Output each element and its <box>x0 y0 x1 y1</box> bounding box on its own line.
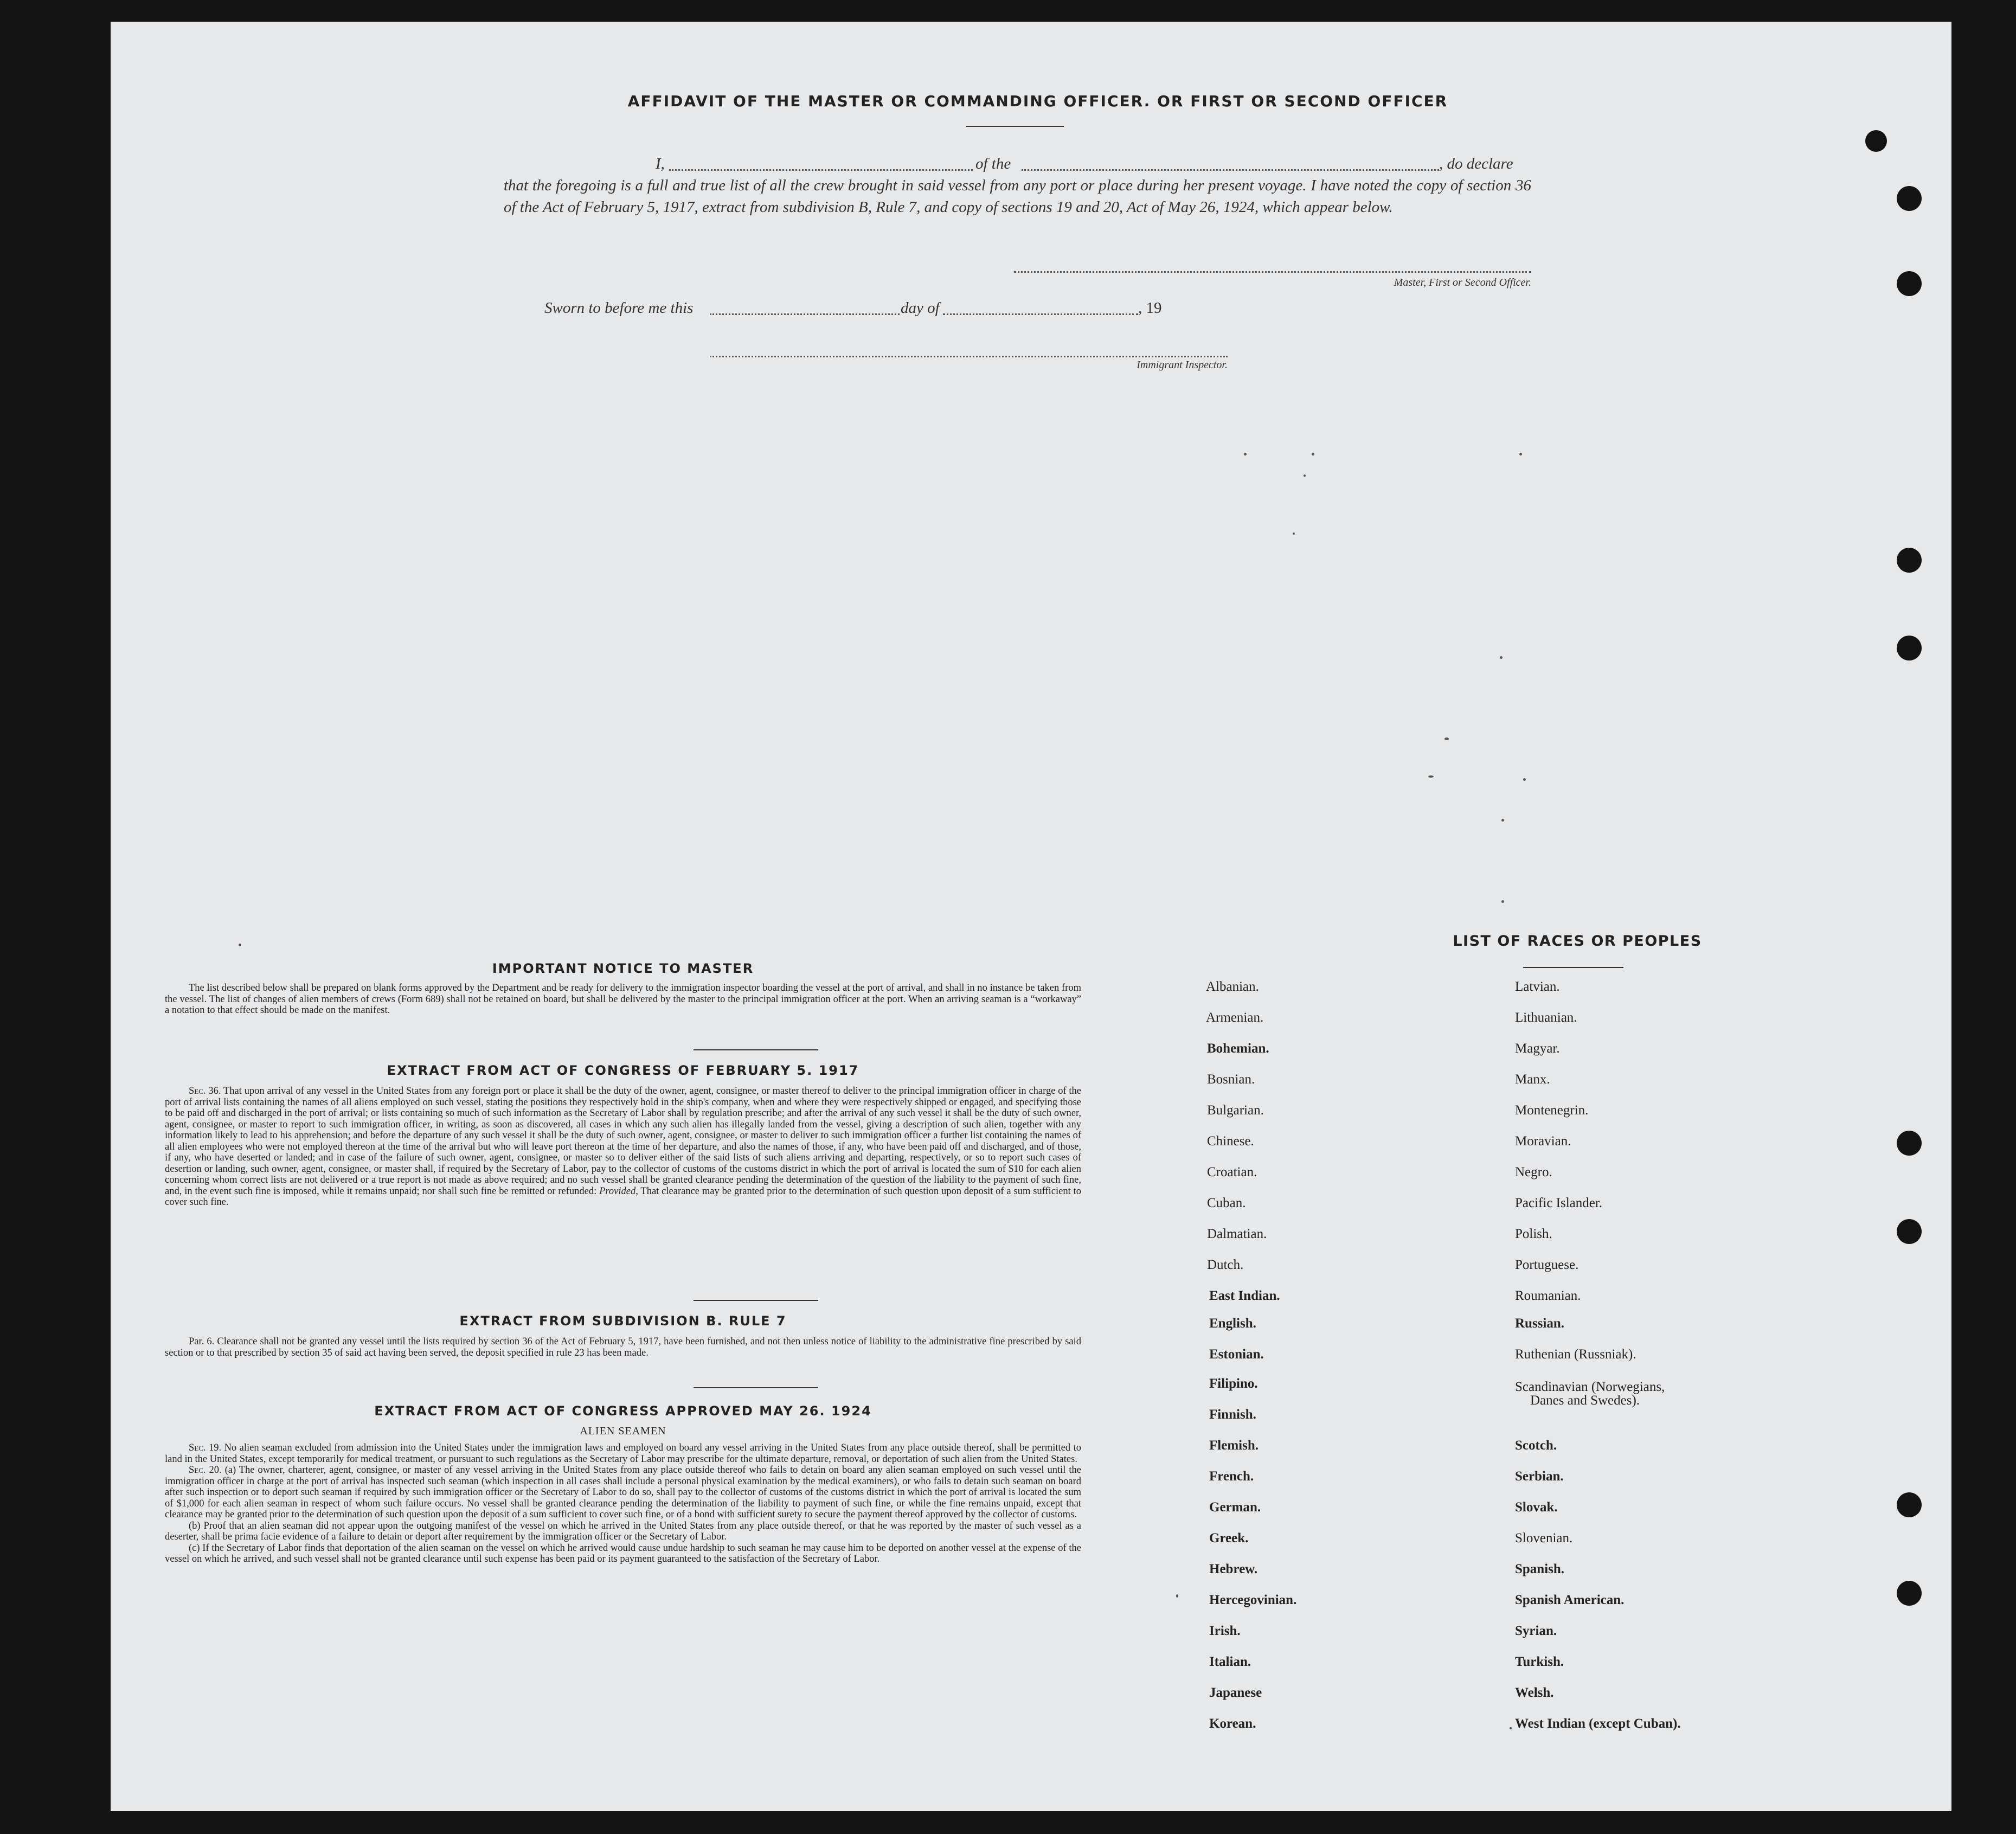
punch-hole <box>1897 271 1922 296</box>
punch-hole <box>1897 186 1922 211</box>
race-item: Montenegrin. <box>1515 1103 1589 1118</box>
sec-label: Sec. 36. <box>189 1086 221 1096</box>
race-item: Polish. <box>1515 1227 1552 1241</box>
sec-label: Sec. 19. <box>189 1442 222 1453</box>
punch-hole <box>1897 1492 1922 1517</box>
sworn-text: Sworn to before me this <box>544 299 694 317</box>
race-item: Bosnian. <box>1207 1072 1255 1087</box>
race-item: Dalmatian. <box>1207 1227 1267 1241</box>
race-item: Bulgarian. <box>1207 1103 1264 1118</box>
race-item: Lithuanian. <box>1515 1010 1577 1025</box>
notice-title: IMPORTANT NOTICE TO MASTER <box>492 961 754 976</box>
affidavit-title: AFFIDAVIT OF THE MASTER OR COMMANDING OFFICER. OR FIRST OR SECOND OFFICER <box>627 92 1448 110</box>
inspector-caption: Immigrant Inspector. <box>1137 359 1228 371</box>
race-item: Ruthenian (Russniak). <box>1515 1347 1636 1362</box>
race-item: Dutch. <box>1207 1258 1244 1272</box>
divider <box>966 126 1064 127</box>
race-item: Cuban. <box>1207 1196 1246 1210</box>
race-item: Korean. <box>1209 1716 1256 1731</box>
extract-rule7-text <box>165 1336 1081 1358</box>
race-item: Negro. <box>1515 1165 1552 1179</box>
race-item: Scotch. <box>1515 1438 1557 1453</box>
name-blank[interactable] <box>669 169 973 171</box>
sec-20a-body: (a) The owner, charterer, agent, consignee, or master of any vessel arriving in the United States from any place outside thereof who fails to detain on board any alien seaman employed on such vessel until the immigration officer in charge at the port of arrival has inspected such seaman (which inspection in all cases shall include a personal physical examination by the medical examiners), or who fails to detain such seaman on board after such inspection or to deport such seaman if required by such immigration officer or the Secretary of Labor to do so, shall pay to the collector of customs of the customs district in which the port of arrival is located the sum of $1,000 for each alien seaman in respect of whom such failure occurs. No vessel shall be granted clearance pending the determination of the liability to payment of such fine, or while the fine remains unpaid, except that clearance may be granted prior to the determination of such question upon the deposit of a sum sufficient to cover such fine, or of a bond with sufficient surety to secure the payment thereof approved by the collector of customs. <box>165 1465 1082 1520</box>
vessel-blank[interactable] <box>1022 169 1439 171</box>
race-item: Armenian. <box>1206 1010 1264 1025</box>
par-label: Par. 6. <box>189 1336 215 1347</box>
race-item: Magyar. <box>1515 1041 1560 1056</box>
sec-label: Sec. 20. <box>189 1465 222 1476</box>
race-item: Filipino. <box>1209 1376 1258 1391</box>
scan-speck <box>1510 1727 1512 1729</box>
race-item: Roumanian. <box>1515 1288 1581 1303</box>
sec-36-body: That upon arrival of any vessel in the United States from any foreign port or place it shall be the duty of the owner, agent, consignee, or master thereof to deliver to the principal immigration officer in charge of the port of arrival lists containing the names of all aliens employed on such vessel, stating the positions they respectively hold in the ship's company, when and where they were respectively shipped or engaged, and specifying those to be paid off and discharged in the port of arrival; or lists containing so much of such information as the Secretary of Labor shall by regulation prescribe; and after the arrival of any such vessel it shall be the duty of such owner, agent, consignee, or master to report to such immigration officer, in writing, as soon as discovered, all cases in which any such alien has illegally landed from the vessel, giving a description of such alien, together with any information likely to lead to his apprehension; and before the departure of any such vessel it shall be the duty of such owner, agent, consignee, or master to deliver to such immigration officer a further list containing the names of all alien employees who were not employed thereon at the time of the arrival but who will leave port thereon at the time of her departure, and also the names of those, if any, who have been paid off and discharged, and of those, if any, who have deserted or landed; and in case of the failure of such owner, agent, consignee, or master so to deliver either of the said lists of such aliens arriving and departing, respectively, or so to report such cases of desertion or landing, such owner, agent, consignee, or master shall, if required by the Secretary of Labor, pay to the collector of customs of the customs district in which the port of arrival is located the sum of $10 for each alien concerning whom correct lists are not delivered or a true report is not made as above required; and no such vessel shall be granted clearance pending the determination of the question of the liability to the payment of such fine, and, in the event such fine is imposed, while it remains unpaid; nor shall such fine be remitted or refunded: <box>165 1086 1082 1197</box>
race-item: English. <box>1209 1316 1256 1331</box>
sec-19-body: No alien seaman excluded from admission into the United States under the immigration laws and employed on board any vessel arriving in the United States from any place outside thereof, shall be permitted to land in the United States, except temporarily for medical treatment, or pursuant to such regulations as the Secretary of Labor may prescribe for the ultimate departure, removal, or deportation of such alien from the United States. <box>165 1442 1081 1465</box>
race-item: Bohemian. <box>1207 1041 1269 1056</box>
par-6-body: Clearance shall not be granted any vessel until the lists required by section 36 of the Act of February 5, 1917, have been furnished, and not then unless notice of liability to the administrative fine prescribed by said section or to that prescribed by section 35 of said act having been served, the deposit specified in rule 23 has been made. <box>165 1336 1081 1358</box>
scan-speck <box>1501 819 1504 822</box>
race-item: French. <box>1209 1469 1254 1484</box>
divider <box>694 1049 818 1050</box>
inspector-signature-line[interactable] <box>710 356 1228 357</box>
scan-speck <box>1500 656 1503 659</box>
master-signature-line[interactable] <box>1014 271 1531 273</box>
race-item: Slovenian. <box>1515 1531 1573 1546</box>
scan-speck <box>239 944 241 946</box>
scan-speck <box>1244 453 1247 456</box>
race-item: Pacific Islander. <box>1515 1196 1603 1210</box>
scan-speck <box>1428 775 1434 778</box>
scan-speck <box>1501 900 1504 903</box>
affidavit-line-1 <box>544 153 1645 175</box>
race-item: Albanian. <box>1206 979 1259 994</box>
divider <box>694 1387 818 1388</box>
race-item: Welsh. <box>1515 1685 1554 1700</box>
race-item: Croatian. <box>1207 1165 1257 1179</box>
race-item: German. <box>1209 1500 1261 1515</box>
sworn-line <box>544 297 1304 319</box>
scan-speck <box>1304 474 1306 477</box>
race-item: Spanish. <box>1515 1562 1565 1576</box>
extract-1917-text <box>165 1086 1081 1208</box>
race-item: West Indian (except Cuban). <box>1515 1716 1681 1731</box>
scan-speck <box>1444 738 1449 740</box>
extract-1924-text <box>165 1442 1081 1565</box>
document-page <box>111 22 1951 1811</box>
race-item: Greek. <box>1209 1531 1249 1546</box>
affidavit-of-the: of the <box>975 155 1011 172</box>
race-item: Flemish. <box>1209 1438 1259 1453</box>
scan-speck <box>1523 778 1526 781</box>
race-item: Syrian. <box>1515 1624 1557 1638</box>
punch-hole <box>1865 130 1887 152</box>
race-item: Hercegovinian. <box>1209 1593 1297 1607</box>
race-item: Serbian. <box>1515 1469 1564 1484</box>
extract-1917-title: EXTRACT FROM ACT OF CONGRESS OF FEBRUARY 5. 1917 <box>387 1063 859 1078</box>
master-caption: Master, First or Second Officer. <box>1394 277 1531 288</box>
day-of-text: day of <box>901 299 940 317</box>
race-item: Danes and Swedes). <box>1530 1393 1640 1408</box>
race-item: Russian. <box>1515 1316 1565 1331</box>
punch-hole <box>1897 1581 1922 1606</box>
race-item: Portuguese. <box>1515 1258 1579 1272</box>
sec-19-paragraph <box>165 1442 1081 1465</box>
sec-36-end: That clearance may be granted prior to the determination of such question upon deposit of a sum sufficient to cover such fine. <box>165 1185 1081 1208</box>
sworn-month-blank[interactable] <box>943 313 1138 315</box>
extract-rule7-title: EXTRACT FROM SUBDIVISION B. RULE 7 <box>459 1313 787 1329</box>
race-item: Moravian. <box>1515 1134 1571 1149</box>
affidavit-body: that the foregoing is a full and true list of all the crew brought in said vessel from any port or place during her present voyage. I have noted the copy of section 36 of the Act of February 5, 1917, extract from subdivision B, Rule 7, and copy of sections 19 and 20, Act of May 26, 1924, which appear below. <box>504 177 1531 216</box>
punch-hole <box>1897 636 1922 661</box>
scan-speck <box>1176 1594 1178 1598</box>
alien-seamen-subtitle: ALIEN SEAMEN <box>580 1425 666 1437</box>
punch-hole <box>1897 1219 1922 1244</box>
sworn-day-blank[interactable] <box>710 313 900 315</box>
punch-hole <box>1897 1131 1922 1156</box>
race-item: Latvian. <box>1515 979 1560 994</box>
affidavit-i: I, <box>656 155 665 172</box>
race-item: Spanish American. <box>1515 1593 1625 1607</box>
race-item: Italian. <box>1209 1655 1251 1669</box>
notice-paragraph: The list described below shall be prepared on blank forms approved by the Department and be ready for delivery to the immigration inspector boarding the vessel at the port of arrival, and shall in no instance be taken from the vessel. The list of changes of alien members of crews (Form 689) shall not be retained on board, but shall be delivered by the master to the principal immigration officer at the port. When an arriving seaman is a “workaway” a notation to that effect should be made on the manifest. <box>165 983 1081 1016</box>
race-item: Hebrew. <box>1209 1562 1258 1576</box>
race-item: Slovak. <box>1515 1500 1558 1515</box>
punch-hole <box>1897 548 1922 573</box>
sec-20a-paragraph <box>165 1465 1081 1521</box>
sec-20c-paragraph: (c) If the Secretary of Labor finds that deportation of the alien seaman on the vessel on which he arrived would cause undue hardship to such seaman he may cause him to be deported on another vessel at the expense of the vessel on which he arrived, and such vessel shall not be granted clearance until such expense has been paid or its payment guaranteed to the satisfaction of the Secretary of Labor. <box>165 1542 1081 1564</box>
affidavit-declare: , do declare <box>1439 155 1513 172</box>
sec-36-paragraph <box>165 1086 1081 1208</box>
race-item: Irish. <box>1209 1624 1241 1638</box>
races-title: LIST OF RACES OR PEOPLES <box>1453 933 1702 950</box>
divider <box>694 1300 818 1301</box>
race-item: Manx. <box>1515 1072 1550 1087</box>
scan-speck <box>1293 533 1295 535</box>
race-item: Finnish. <box>1209 1407 1256 1422</box>
race-item: Japanese <box>1209 1685 1262 1700</box>
race-item: Scandinavian (Norwegians, <box>1515 1380 1665 1394</box>
scan-speck <box>1312 453 1314 456</box>
year-prefix: , 19 <box>1138 299 1162 317</box>
scan-speck <box>1519 453 1522 456</box>
sec-20b-paragraph: (b) Proof that an alien seaman did not appear upon the outgoing manifest of the vessel on which he arrived in the United States from any place outside thereof, or that he was reported by the master of such vessel as a deserter, shall be prima facie evidence of a failure to detain or deport after requirement by the immigration officer or the Secretary of Labor. <box>165 1520 1081 1542</box>
extract-1924-title: EXTRACT FROM ACT OF CONGRESS APPROVED MAY 26. 1924 <box>374 1403 872 1419</box>
race-item: Chinese. <box>1207 1134 1254 1149</box>
divider <box>1523 967 1623 968</box>
par-6-paragraph <box>165 1336 1081 1358</box>
provided-word: Provided, <box>599 1185 638 1197</box>
race-item: East Indian. <box>1209 1288 1280 1303</box>
race-item: Turkish. <box>1515 1655 1564 1669</box>
race-item: Estonian. <box>1209 1347 1264 1362</box>
notice-text <box>165 983 1081 1016</box>
